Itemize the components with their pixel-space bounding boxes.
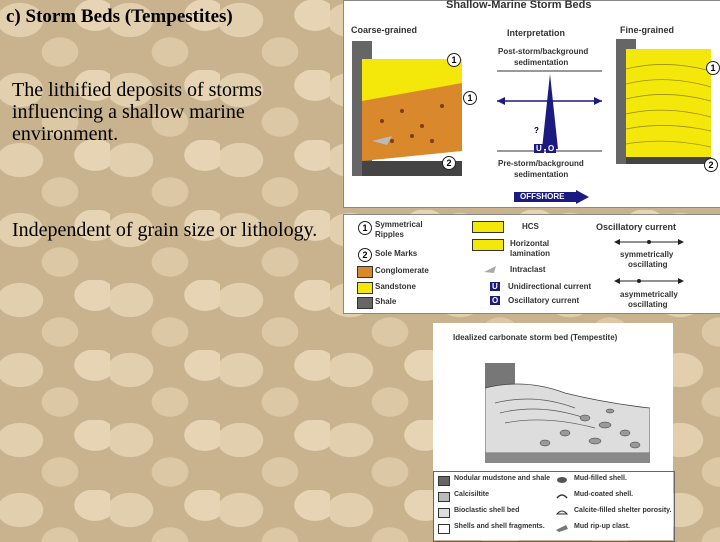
nodular-swatch [438,476,450,486]
legend-sym-ripples-2: Ripples [375,230,404,239]
o-marker: O [548,144,555,153]
mud-coated-shell-icon [556,492,568,500]
legend-mud-filled: Mud-filled shell. [574,475,627,482]
slide-title: c) Storm Beds (Tempestites) [6,6,233,27]
carbonate-tempestite-diagram [433,323,673,540]
coarse-grained-label: Coarse-grained [351,25,418,35]
question-mark: ? [534,126,539,135]
marker-2-fine: 2 [704,158,718,172]
mud-filled-shell-icon [556,476,568,484]
legend-sym-osc-2: oscillating [628,260,668,269]
calcisiltite-swatch [438,492,450,502]
legend-nodular: Nodular mudstone and shale [454,475,551,482]
asymmetric-oscillation-arrow [614,277,684,285]
pre-storm-label-1: Pre-storm/background [498,159,584,168]
interpretation-label: Interpretation [507,28,566,38]
shells-swatch [438,524,450,534]
legend-sym-ripples-1: Symmetrical [375,220,423,229]
u-marker: U [536,144,542,153]
interpretation-graphic [492,69,607,154]
legend-bioclastic: Bioclastic shell bed [454,507,520,514]
legend-asym-osc-2: oscillating [628,300,668,309]
marker-1-fine: 1 [706,61,720,75]
marker-2-coarse: 2 [442,156,456,170]
legend-sandstone: Sandstone [375,282,416,291]
horizontal-lamination-swatch [472,239,504,251]
legend-shells: Shells and shell fragments. [454,523,545,530]
fine-grained-column [616,39,716,164]
legend-conglomerate: Conglomerate [375,266,429,275]
legend-o-marker: O [492,296,499,305]
carbonate-bed-block [485,363,650,463]
legend-oscillatory-header: Oscillatory current [596,222,677,232]
post-storm-label-2: sedimentation [514,58,569,67]
post-storm-label-1: Post-storm/background [498,47,589,56]
legend-mud-coated: Mud-coated shell. [574,491,634,498]
legend-unidirectional: Unidirectional current [508,282,592,291]
legend-sym-osc-1: symmetrically [620,250,674,259]
mud-ripup-clast-icon [556,524,568,532]
conglomerate-swatch [357,266,373,278]
paragraph-description: The lithified deposits of storms influencing a shallow marine environment. [12,79,262,145]
legend-hcs: HCS [522,222,539,231]
symmetric-oscillation-arrow [614,238,684,246]
legend-mud-ripup: Mud rip-up clast. [574,523,630,530]
calcite-filled-porosity-icon [556,508,568,516]
legend-u-marker: U [492,282,498,291]
legend-asym-osc-1: asymmetrically [620,290,678,299]
legend-shale: Shale [375,297,397,306]
carbonate-title: Idealized carbonate storm bed (Tempestite) [453,333,618,342]
intraclast-icon [484,266,498,274]
legend-calcite-filled: Calcite-filled shelter porosity. [574,507,672,514]
paragraph-independence: Independent of grain size or lithology. [12,219,318,241]
marker-1-coarse-top: 1 [447,53,461,67]
hcs-swatch [472,221,504,233]
legend-intraclast: Intraclast [510,265,546,274]
diagram-heading: Shallow-Marine Storm Beds [446,0,592,11]
legend-horizontal-1: Horizontal [510,239,550,248]
carbonate-legend [433,471,675,542]
sandstone-swatch [357,282,373,294]
marker-1-coarse-mid: 1 [463,91,477,105]
offshore-label: OFFSHORE [520,192,565,201]
bioclastic-swatch [438,508,450,518]
storm-beds-diagram [343,0,720,208]
legend-horizontal-2: lamination [510,249,551,258]
legend-marker-2: 2 [358,248,372,262]
legend-oscillatory: Oscillatory current [508,296,580,305]
legend-marker-1: 1 [358,221,372,235]
legend-calcisiltite: Calcisiltite [454,491,490,498]
diagram-legend [343,214,720,314]
shale-swatch [357,297,373,309]
pre-storm-label-2: sedimentation [514,170,569,179]
fine-grained-label: Fine-grained [620,25,675,35]
legend-sole-marks: Sole Marks [375,249,418,258]
